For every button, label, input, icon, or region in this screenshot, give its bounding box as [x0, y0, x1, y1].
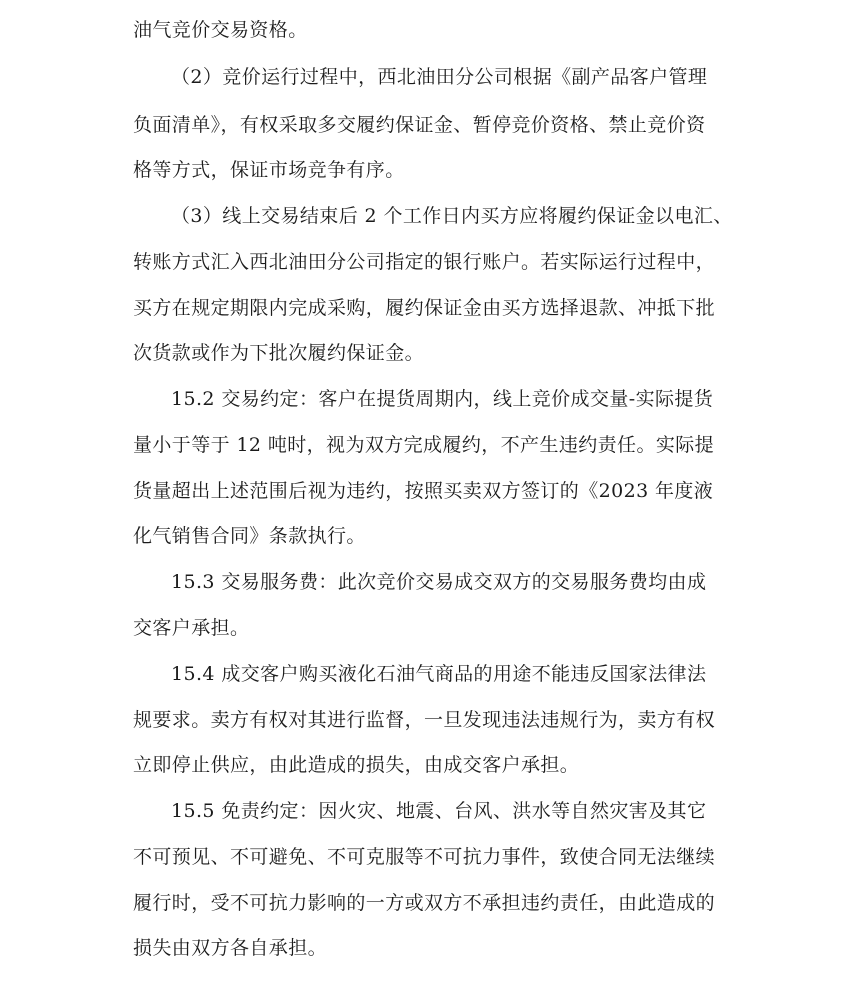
text-line: 15.3 交易服务费：此次竞价交易成交双方的交易服务费均由成	[171, 571, 707, 593]
text-line: 化气销售合同》条款执行。	[133, 525, 366, 547]
text-line: 格等方式，保证市场竞争有序。	[133, 159, 405, 181]
text-line: 15.2 交易约定：客户在提货周期内，线上竞价成交量-实际提货	[171, 388, 714, 410]
text-line: 15.5 免责约定：因火灾、地震、台风、洪水等自然灾害及其它	[171, 800, 707, 822]
text-line: 货量超出上述范围后视为违约，按照买卖双方签订的《2023 年度液	[133, 480, 714, 502]
text-line: 油气竞价交易资格。	[133, 19, 308, 41]
text-line: （3）线上交易结束后 2 个工作日内买方应将履约保证金以电汇、	[171, 205, 733, 227]
text-line: 规要求。卖方有权对其进行监督，一旦发现违法违规行为，卖方有权	[133, 709, 716, 731]
text-line: 负面清单》，有权采取多交履约保证金、暂停竞价资格、禁止竞价资	[133, 114, 706, 136]
text-line: 立即停止供应，由此造成的损失，由成交客户承担。	[133, 754, 580, 776]
text-line: 交客户承担。	[133, 617, 250, 639]
text-line: 买方在规定期限内完成采购，履约保证金由买方选择退款、冲抵下批	[133, 297, 716, 319]
text-line: （2）竞价运行过程中，西北油田分公司根据《副产品客户管理	[171, 66, 708, 88]
text-line: 次货款或作为下批次履约保证金。	[133, 342, 425, 364]
text-line: 转账方式汇入西北油田分公司指定的银行账户。若实际运行过程中，	[133, 251, 716, 273]
text-line: 履行时，受不可抗力影响的一方或双方不承担违约责任，由此造成的	[133, 892, 716, 914]
text-line: 15.4 成交客户购买液化石油气商品的用途不能违反国家法律法	[171, 663, 707, 685]
text-line: 损失由双方各自承担。	[133, 937, 328, 959]
text-line: 量小于等于 12 吨时，视为双方完成履约，不产生违约责任。实际提	[133, 434, 715, 456]
text-line: 不可预见、不可避免、不可克服等不可抗力事件，致使合同无法继续	[133, 846, 716, 868]
